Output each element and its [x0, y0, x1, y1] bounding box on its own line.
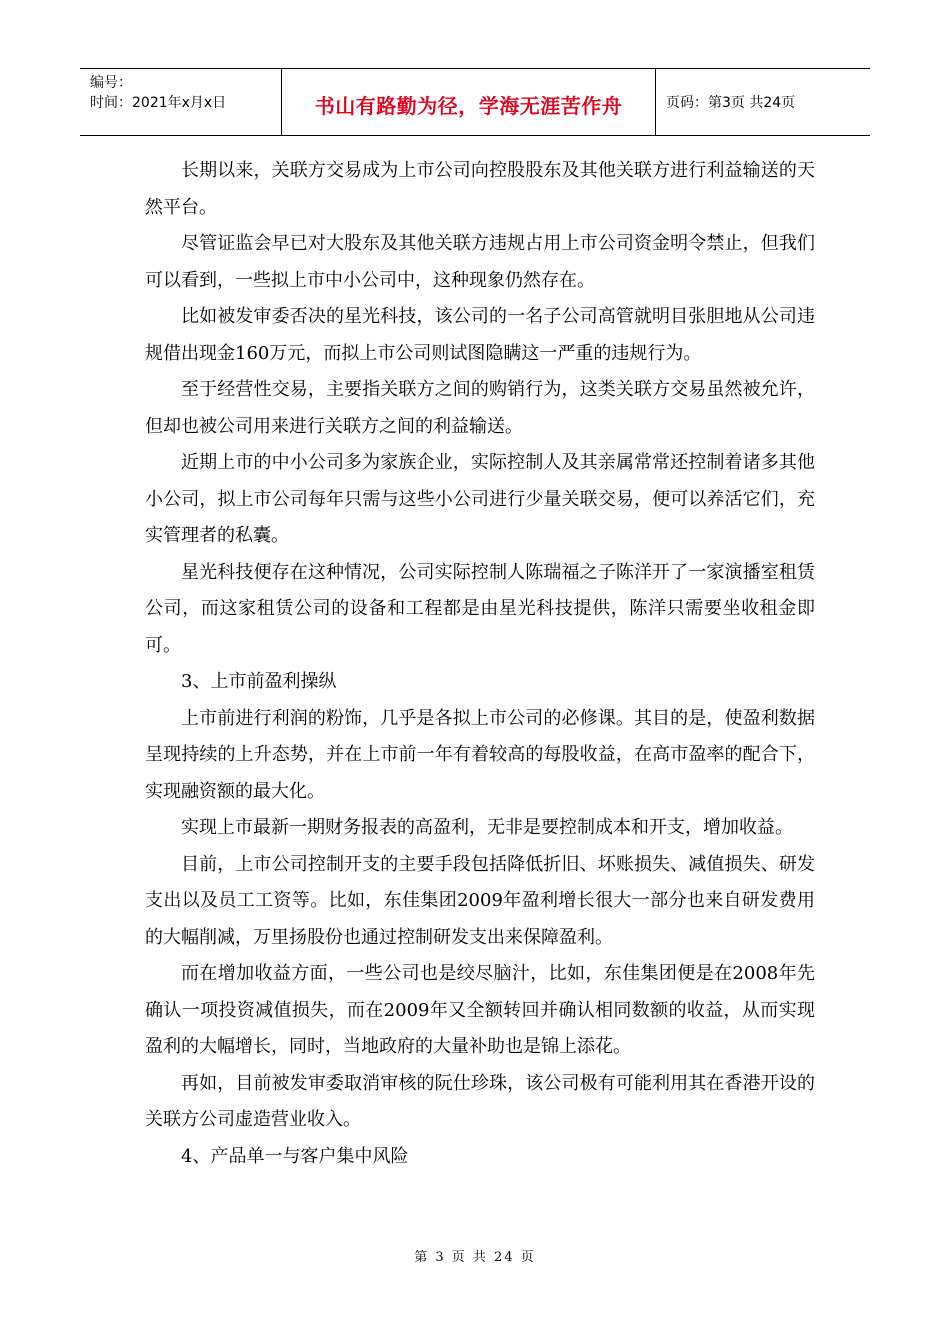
header-page-info: 页码：第3页 共24页	[666, 95, 796, 111]
document-time-label: 时间：2021年x月x日	[90, 95, 227, 111]
section-heading: 3、上市前盈利操纵	[181, 671, 337, 692]
header-motto: 书山有路勤为径，学海无涯苦作舟	[282, 69, 656, 135]
section-heading: 4、产品单一与客户集中风险	[181, 1145, 409, 1167]
paragraph: 而在增加收益方面，一些公司也是绞尽脑汁，比如，东佳集团便是在2008年先确认一项投资减值损失，而在2009年又全额转回并确认相同数额的收益，从而实现盈利的大幅增长，同时，当地政府的大量补助也是锦上添花。	[145, 963, 815, 1057]
paragraph: 实现上市最新一期财务报表的高盈利，无非是要控制成本和开支，增加收益。	[181, 817, 793, 838]
page-header	[80, 68, 870, 136]
paragraph: 目前，上市公司控制开支的主要手段包括降低折旧、坏账损失、减值损失、研发支出以及员工工资等。比如，东佳集团2009年盈利增长很大一部分也来自研发费用的大幅削减，万里扬股份也通过控制研发支出来保障盈利。	[145, 853, 815, 948]
header-meta	[80, 69, 282, 135]
page-footer: 第 3 页 共 24 页	[414, 1250, 536, 1265]
document-number-label: 编号：	[90, 75, 132, 91]
paragraph: 上市前进行利润的粉饰，几乎是各拟上市公司的必修课。其目的是，使盈利数据呈现持续的上升态势，并在上市前一年有着较高的每股收益，在高市盈率的配合下，实现融资额的最大化。	[145, 707, 815, 802]
paragraph: 再如，目前被发审委取消审核的阮仕珍珠，该公司极有可能利用其在香港开设的关联方公司虚造营业收入。	[145, 1072, 815, 1130]
paragraph: 长期以来，关联方交易成为上市公司向控股股东及其他关联方进行利益输送的天然平台。	[145, 160, 815, 218]
paragraph: 比如被发审委否决的星光科技，该公司的一名子公司高管就明目张胆地从公司违规借出现金160万元，而拟上市公司则试图隐瞒这一严重的违规行为。	[145, 306, 815, 364]
paragraph: 近期上市的中小公司多为家族企业，实际控制人及其亲属常常还控制着诸多其他小公司，拟上市公司每年只需与这些小公司进行少量关联交易，便可以养活它们，充实管理者的私囊。	[145, 452, 815, 546]
paragraph: 星光科技便存在这种情况，公司实际控制人陈瑞福之子陈洋开了一家演播室租赁公司，而这家租赁公司的设备和工程都是由星光科技提供，陈洋只需要坐收租金即可。	[145, 561, 815, 656]
paragraph: 至于经营性交易，主要指关联方之间的购销行为，这类关联方交易虽然被允许，但却也被公司用来进行关联方之间的利益输送。	[145, 379, 815, 437]
document-body	[145, 153, 815, 1175]
paragraph: 尽管证监会早已对大股东及其他关联方违规占用上市公司资金明令禁止，但我们可以看到，一些拟上市中小公司中，这种现象仍然存在。	[145, 233, 815, 291]
